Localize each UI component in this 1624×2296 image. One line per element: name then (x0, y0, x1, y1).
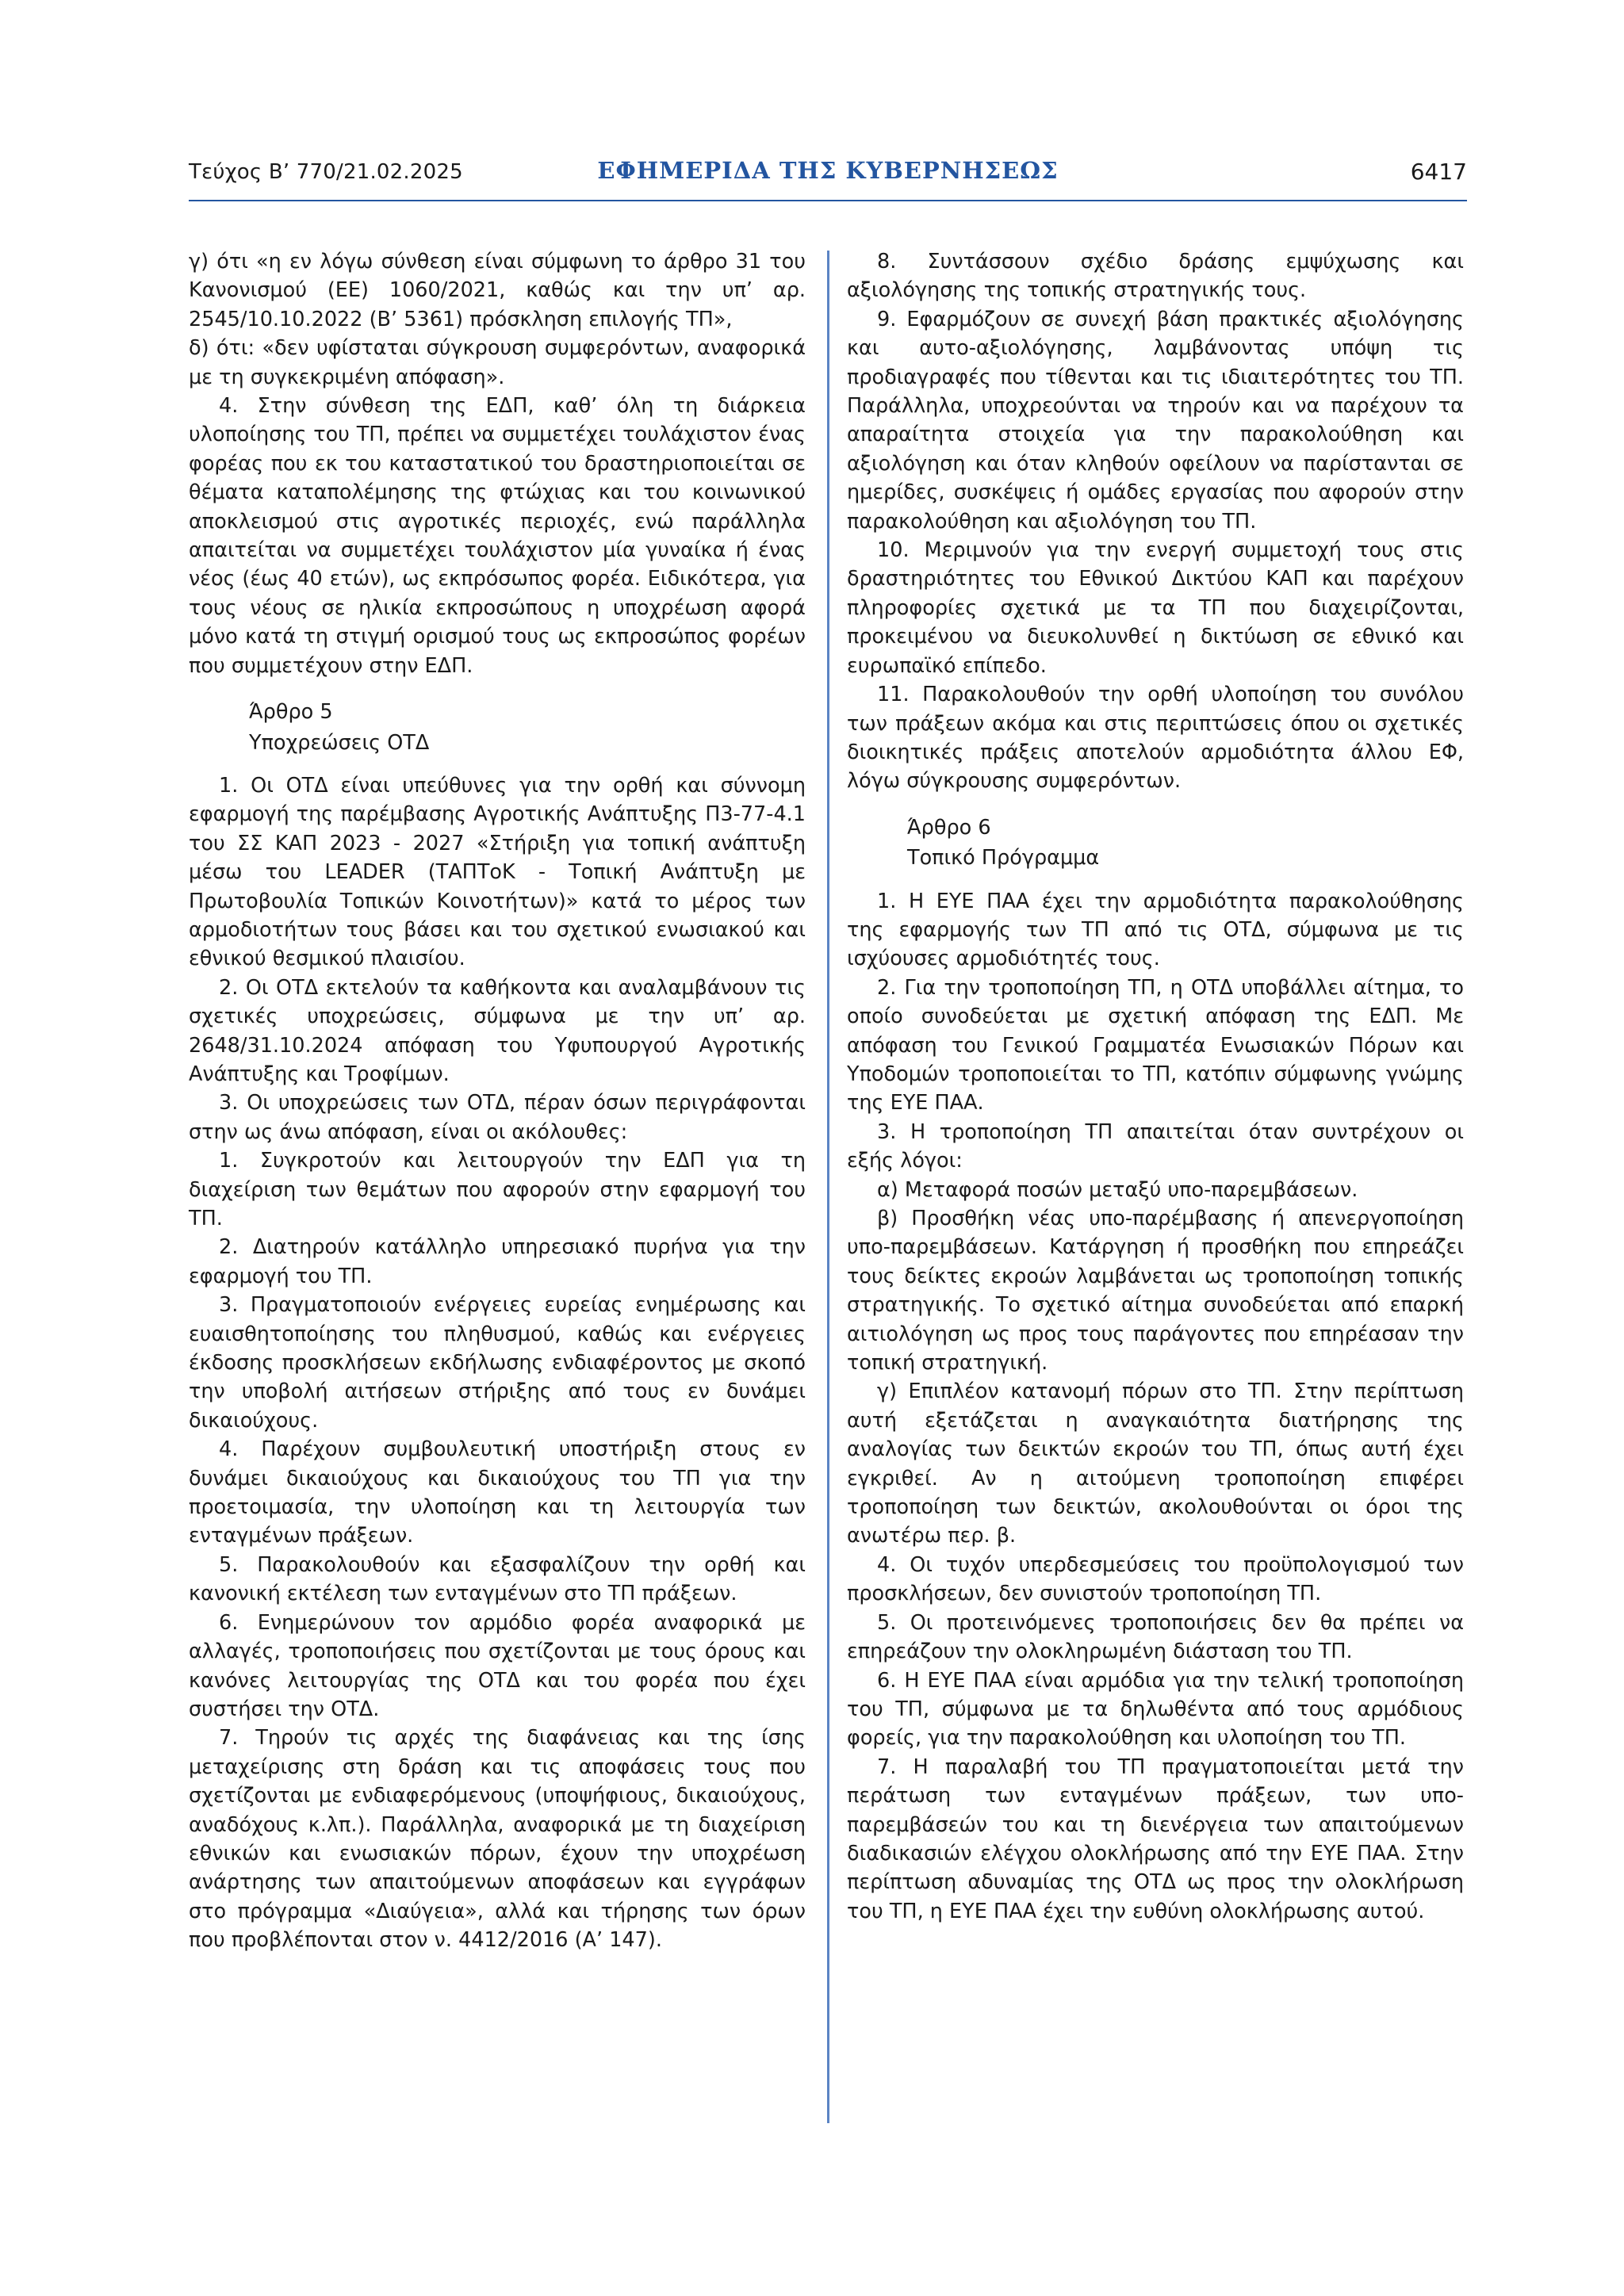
paragraph: 3. Οι υποχρεώσεις των ΟΤΔ, πέραν όσων περιγράφονται στην ως άνω απόφαση, είναι οι ακόλουθες: (189, 1091, 806, 1144)
list-item: α) Μεταφορά ποσών μεταξύ υπο-παρεμβάσεων. (877, 1177, 1358, 1202)
paragraph: δ) ότι: «δεν υφίσταται σύγκρουση συμφερόντων, αναφορικά με τη συγκεκριμένη απόφαση». (189, 336, 806, 389)
page-number: 6417 (1410, 159, 1467, 185)
issue-reference: Τεύχος Β’ 770/21.02.2025 (189, 160, 463, 184)
right-column (847, 247, 1464, 1926)
list-item: 1. Συγκροτούν και λειτουργούν την ΕΔΠ για τη διαχείριση των θεμάτων που αφορούν στην εφαρμογή του ΤΠ. (189, 1149, 806, 1230)
paragraph: 5. Οι προτεινόμενες τροποποιήσεις δεν θα πρέπει να επηρεάζουν την ολοκληρωμένη διάσταση του ΤΠ. (847, 1610, 1464, 1664)
paragraph: 6. Η ΕΥΕ ΠΑΑ είναι αρμόδια για την τελική τροποποίηση του ΤΠ, σύμφωνα με τα δηλωθέντα από τους αρμόδιους φορείς, για την παρακολούθηση και υλοποίηση του ΤΠ. (847, 1668, 1464, 1751)
list-item: 4. Παρέχουν συμβουλευτική υποστήριξη στους εν δυνάμει δικαιούχους και δικαιούχους του ΤΠ για την προετοιμασία, την υλοποίηση και τη λειτουργία των ενταγμένων πράξεων. (189, 1437, 806, 1548)
paragraph: γ) ότι «η εν λόγω σύνθεση είναι σύμφωνη το άρθρο 31 του Κανονισμού (ΕΕ) 1060/2021, καθώς και την υπ’ αρ. 2545/10.10.2022 (Β’ 5361) πρόσκληση επιλογής ΤΠ», (189, 250, 806, 331)
paragraph: 7. Η παραλαβή του ΤΠ πραγματοποιείται μετά την περάτωση των ενταγμένων πράξεων, των υπο-παρεμβάσεών του και τη διενέργεια των απαιτούμενων διαδικασιών ελέγχου ολοκλήρωσης από την ΕΥΕ ΠΑΑ. Στην περίπτωση αδυναμίας της ΟΤΔ ως προς την ολοκλήρωση του ΤΠ, η ΕΥΕ ΠΑΑ έχει την ευθύνη ολοκλήρωσης αυτού. (847, 1755, 1464, 1923)
article-6-title: Τοπικό Πρόγραμμα (907, 846, 1100, 871)
paragraph: 1. Οι ΟΤΔ είναι υπεύθυνες για την ορθή και σύννομη εφαρμογή της παρέμβασης Αγροτικής Ανάπτυξης Π3-77-4.1 του ΣΣ ΚΑΠ 2023 - 2027 «Στήριξη για τοπική ανάπτυξη μέσω του LEADER (ΤΑΠΤοΚ - Τοπική Ανάπτυξη με Πρωτοβουλία Τοπικών Κοινοτήτων)» κατά το μέρος των αρμοδιοτήτων τους βάσει και του σχετικού ενωσιακού και εθνικού θεσμικού πλαισίου. (189, 773, 806, 971)
list-item: 5. Παρακολουθούν και εξασφαλίζουν την ορθή και κανονική εκτέλεση των ενταγμένων στο ΤΠ πράξεων. (189, 1552, 806, 1606)
gazette-title: ΕΦΗΜΕΡΙΔΑ ΤΗΣ ΚΥΒΕΡΝΗΣΕΩΣ (597, 157, 1059, 184)
left-column (189, 247, 806, 1955)
article-5-heading: Άρθρο 5 (249, 700, 333, 725)
column-divider (827, 251, 829, 2123)
list-item: 7. Τηρούν τις αρχές της διαφάνειας και της ίσης μεταχείρισης στη δράση και τις αποφάσεις τους που σχετίζονται με ενδιαφερόμενους (υποψήφιους, δικαιούχους, αναδόχους κ.λπ.). Παράλληλα, αναφορικά με τη διαχείριση εθνικών και ενωσιακών πόρων, έχουν την υποχρέωση ανάρτησης των απαιτούμενων αποφάσεων και εγγράφων στο πρόγραμμα «Διαύγεια», αλλά και τήρησης των όρων που προβλέπονται στον ν. 4412/2016 (Α’ 147). (189, 1726, 806, 1953)
list-item: 8. Συντάσσουν σχέδιο δράσης εμψύχωσης και αξιολόγησης της τοπικής στρατηγικής τους. (847, 250, 1464, 303)
paragraph: 1. Η ΕΥΕ ΠΑΑ έχει την αρμοδιότητα παρακολούθησης της εφαρμογής των ΤΠ από τις ΟΤΔ, σύμφωνα με τις ισχύουσες αρμοδιότητές τους. (847, 889, 1464, 971)
list-item: β) Προσθήκη νέας υπο-παρέμβασης ή απενεργοποίηση υπο-παρεμβάσεων. Κατάργηση ή προσθήκη που επηρεάζει τους δείκτες εκροών λαμβάνεται ως τροποποίηση τοπικής στρατηγικής. Το σχετικό αίτημα συνοδεύεται από επαρκή αιτιολόγηση ως προς τους παράγοντες που επηρέασαν την τοπική στρατηγική. (847, 1207, 1464, 1376)
article-6-heading: Άρθρο 6 (907, 815, 991, 840)
paragraph: 4. Στην σύνθεση της ΕΔΠ, καθ’ όλη τη διάρκεια υλοποίησης του ΤΠ, πρέπει να συμμετέχει τουλάχιστον ένας φορέας που εκ του καταστατικού του δραστηριοποιείται σε θέματα καταπολέμησης της φτώχιας και του κοινωνικού αποκλεισμού στις αγροτικές περιοχές, ενώ παράλληλα απαιτείται να συμμετέχει τουλάχιστον μία γυναίκα ή ένας νέος (έως 40 ετών), ως εκπρόσωπος φορέα. Ειδικότερα, για τους νέους σε ηλικία εκπροσώπους η υποχρέωση αφορά μόνο κατά τη στιγμή ορισμού τους ως εκπροσώπος φορέων που συμμετέχουν στην ΕΔΠ. (189, 394, 806, 678)
list-item: 6. Ενημερώνουν τον αρμόδιο φορέα αναφορικά με αλλαγές, τροποποιήσεις που σχετίζονται με τους όρους και κανόνες λειτουργίας της ΟΤΔ και του φορέα που έχει συστήσει την ΟΤΔ. (189, 1610, 806, 1721)
list-item: γ) Επιπλέον κατανομή πόρων στο ΤΠ. Στην περίπτωση αυτή εξετάζεται η αναγκαιότητα διατήρησης της αναλογίας των δεικτών εκροών του ΤΠ, όπως αυτή έχει εγκριθεί. Αν η αιτούμενη τροποποίηση επιφέρει τροποποίηση των δεικτών, ακολουθούνται οι όροι της ανωτέρω περ. β. (847, 1380, 1464, 1548)
paragraph: 2. Οι ΟΤΔ εκτελούν τα καθήκοντα και αναλαμβάνουν τις σχετικές υποχρεώσεις, σύμφωνα με την υπ’ αρ. 2648/31.10.2024 απόφαση του Υφυπουργού Αγροτικής Ανάπτυξης και Τροφίμων. (189, 975, 806, 1086)
list-item: 3. Πραγματοποιούν ενέργειες ευρείας ενημέρωσης και ευαισθητοποίησης του πληθυσμού, καθώς και ενέργειες έκδοσης προσκλήσεων εκδήλωσης ενδιαφέροντος με σκοπό την υποβολή αιτήσεων στήριξης από τους εν δυνάμει δικαιούχους. (189, 1293, 806, 1433)
paragraph: 2. Για την τροποποίηση ΤΠ, η ΟΤΔ υποβάλλει αίτημα, το οποίο συνοδεύεται με σχετική απόφαση της ΕΔΠ. Με απόφαση του Γενικού Γραμματέα Ενωσιακών Πόρων και Υποδομών τροποποιείται το ΤΠ, κατόπιν σύμφωνης γνώμης της ΕΥΕ ΠΑΑ. (847, 975, 1464, 1115)
page-header (189, 155, 1467, 195)
paragraph: 3. Η τροποποίηση ΤΠ απαιτείται όταν συντρέχουν οι εξής λόγοι: (847, 1119, 1464, 1173)
paragraph: 4. Οι τυχόν υπερδεσμεύσεις του προϋπολογισμού των προσκλήσεων, δεν συνιστούν τροποποίηση ΤΠ. (847, 1552, 1464, 1606)
article-5-title: Υποχρεώσεις ΟΤΔ (249, 730, 430, 755)
list-item: 2. Διατηρούν κατάλληλο υπηρεσιακό πυρήνα για την εφαρμογή του ΤΠ. (189, 1235, 806, 1288)
header-rule (189, 200, 1467, 201)
list-item: 9. Εφαρμόζουν σε συνεχή βάση πρακτικές αξιολόγησης και αυτο-αξιολόγησης, λαμβάνοντας υπόψη τις προδιαγραφές που τίθενται και τις ιδιαιτερότητες του ΤΠ. Παράλληλα, υποχρεούνται να τηρούν και να παρέχουν τα απαραίτητα στοιχεία για την παρακολούθηση και αξιολόγηση και όταν κληθούν οφείλουν να παρίστανται σε ημερίδες, συσκέψεις ή ομάδες εργασίας που αφορούν στην παρακολούθηση και αξιολόγηση του ΤΠ. (847, 307, 1464, 534)
list-item: 11. Παρακολουθούν την ορθή υλοποίηση του συνόλου των πράξεων ακόμα και στις περιπτώσεις όπου οι σχετικές διοικητικές πράξεις αποτελούν αρμοδιότητα άλλου ΕΦ, λόγω σύγκρουσης συμφερόντων. (847, 683, 1464, 794)
list-item: 10. Μεριμνούν για την ενεργή συμμετοχή τους στις δραστηριότητες του Εθνικού Δικτύου ΚΑΠ και παρέχουν πληροφορίες σχετικά με τα ΤΠ που διαχειρίζονται, προκειμένου να διευκολυνθεί η δικτύωση σε εθνικό και ευρωπαϊκό επίπεδο. (847, 538, 1464, 678)
